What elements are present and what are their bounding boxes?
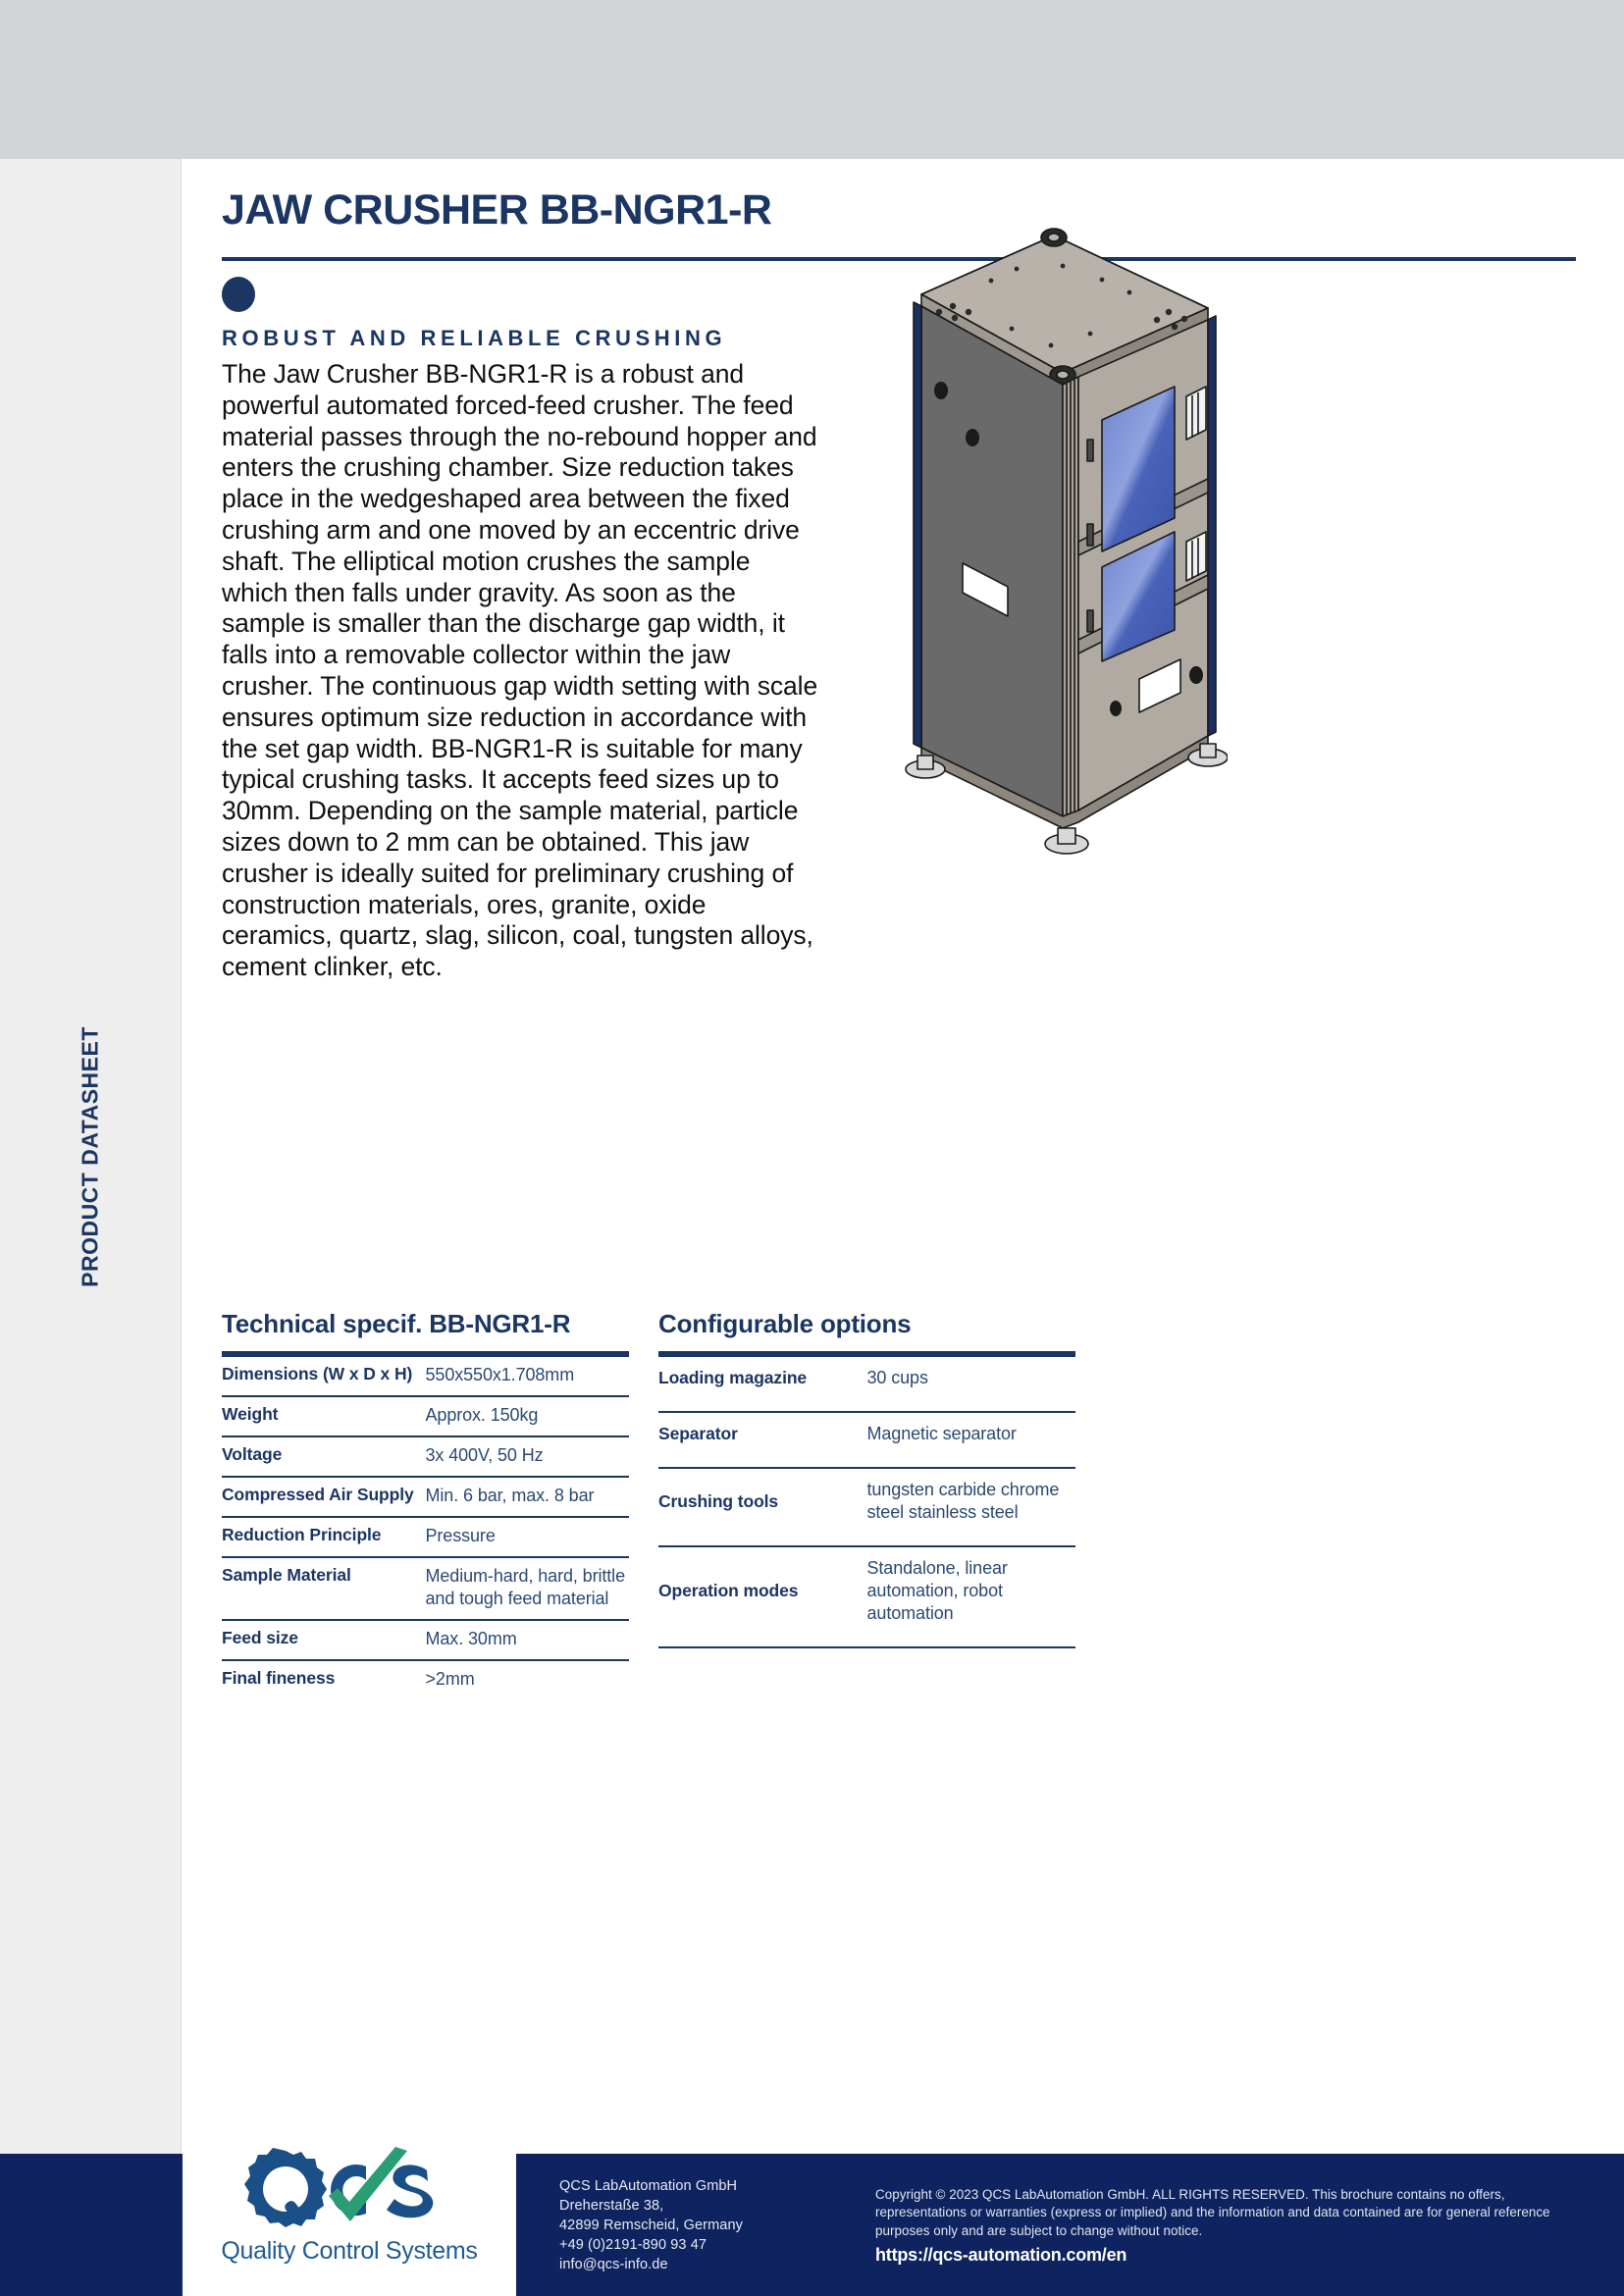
- spec-key: Dimensions (W x D x H): [222, 1357, 426, 1396]
- spec-key: Compressed Air Supply: [222, 1477, 426, 1517]
- spec-key: Sample Material: [222, 1557, 426, 1620]
- option-value: Magnetic separator: [867, 1412, 1076, 1468]
- footer-legal-block: [875, 2186, 1562, 2265]
- product-image: [815, 218, 1228, 905]
- footer-phone[interactable]: +49 (0)2191-890 93 47: [559, 2236, 707, 2253]
- option-value: Standalone, linear automation, robot automation: [867, 1546, 1076, 1647]
- intro-column: [222, 326, 820, 983]
- top-gray-band: [0, 0, 1624, 159]
- configurable-options-block: [658, 1309, 1075, 1699]
- footer-company: QCS LabAutomation GmbH: [559, 2177, 738, 2194]
- bullet-dot-icon: [222, 277, 255, 312]
- technical-spec-block: [222, 1309, 629, 1699]
- sidebar-vertical-label: PRODUCT DATASHEET: [77, 1025, 103, 1287]
- page-title: JAW CRUSHER BB-NGR1-R: [222, 186, 772, 234]
- spec-value: 550x550x1.708mm: [426, 1357, 630, 1396]
- spec-key: Feed size: [222, 1620, 426, 1660]
- spec-key: Weight: [222, 1396, 426, 1436]
- spec-key: Reduction Principle: [222, 1517, 426, 1557]
- configurable-options-heading: Configurable options: [658, 1309, 912, 1338]
- spec-value: Pressure: [426, 1517, 630, 1557]
- qcs-logo-icon: [235, 2145, 465, 2235]
- company-logo: [183, 2114, 516, 2296]
- option-value: 30 cups: [867, 1357, 1076, 1412]
- content-area: [183, 159, 1624, 2154]
- table-row: [658, 1546, 1075, 1647]
- table-row: [222, 1557, 629, 1620]
- footer-address: [559, 2176, 854, 2274]
- spec-value: Medium-hard, hard, brittle and tough feed material: [426, 1557, 630, 1620]
- table-row: [222, 1660, 629, 1699]
- table-row: [658, 1412, 1075, 1468]
- intro-paragraph: The Jaw Crusher BB-NGR1-R is a robust and powerful automated forced-feed crusher. The feed material passes through the no-rebound hopper and enters the crushing chamber. Size reduction takes place in the wedgeshaped area between the fixed crushing arm and one moved by an eccentric drive shaft. The elliptical motion crushes the sample which then falls under gravity. As soon as the sample is smaller than the discharge gap width, it falls into a removable collector within the jaw crusher. The continuous gap width setting with scale ensures optimum size reduction in accordance with the set gap width. BB-NGR1-R is suitable for many typical crushing tasks. It accepts feed sizes up to 30mm. Depending on the sample material, particle sizes down to 2 mm can be obtained. This jaw crusher is ideally suited for preliminary crushing of construction materials, ores, granite, oxide ceramics, quartz, slag, silicon, coal, tungsten alloys, cement clinker, etc.: [222, 359, 818, 982]
- footer-copyright-text: Copyright © 2023 QCS LabAutomation GmbH. ALL RIGHTS RESERVED. This brochure contains no offers, representations or warranties (express or implied) and the information and data contained are for general reference purposes only and are subject to change without notice.: [875, 2186, 1550, 2238]
- table-row: [658, 1468, 1075, 1546]
- table-row: [222, 1477, 629, 1517]
- option-key: Operation modes: [658, 1546, 867, 1647]
- configurable-options-table: [658, 1357, 1075, 1648]
- logo-wordmark: Quality Control Systems: [221, 2237, 478, 2265]
- spec-value: 3x 400V, 50 Hz: [426, 1436, 630, 1477]
- spec-value: Min. 6 bar, max. 8 bar: [426, 1477, 630, 1517]
- footer-city: 42899 Remscheid, Germany: [559, 2217, 743, 2233]
- intro-kicker: ROBUST AND RELIABLE CRUSHING: [222, 326, 727, 350]
- spec-tables: [183, 1309, 1624, 1699]
- technical-spec-table: [222, 1357, 629, 1699]
- footer-right-band: [510, 2154, 1624, 2296]
- left-sidebar-rail: [0, 159, 182, 2154]
- option-value: tungsten carbide chrome steel stainless steel: [867, 1468, 1076, 1546]
- option-key: Separator: [658, 1412, 867, 1468]
- spec-value: >2mm: [425, 1669, 475, 1689]
- table-row: [222, 1396, 629, 1436]
- spec-value: Max. 30mm: [426, 1620, 630, 1660]
- page-footer: [0, 2154, 1624, 2296]
- spec-key: Voltage: [222, 1436, 426, 1477]
- spec-key: Final fineness: [222, 1668, 336, 1688]
- footer-website-link[interactable]: https://qcs-automation.com/en: [875, 2244, 1127, 2265]
- table-row: [658, 1357, 1075, 1412]
- option-key: Crushing tools: [658, 1468, 867, 1546]
- table-row: [222, 1436, 629, 1477]
- option-key: Loading magazine: [658, 1357, 867, 1412]
- table-row: [222, 1357, 629, 1396]
- technical-spec-heading: Technical specif. BB-NGR1-R: [222, 1309, 571, 1338]
- footer-email[interactable]: info@qcs-info.de: [559, 2256, 668, 2272]
- table-row: [222, 1620, 629, 1660]
- table-row: [222, 1517, 629, 1557]
- spec-value: Approx. 150kg: [426, 1396, 630, 1436]
- footer-street: Dreherstaße 38,: [559, 2197, 664, 2214]
